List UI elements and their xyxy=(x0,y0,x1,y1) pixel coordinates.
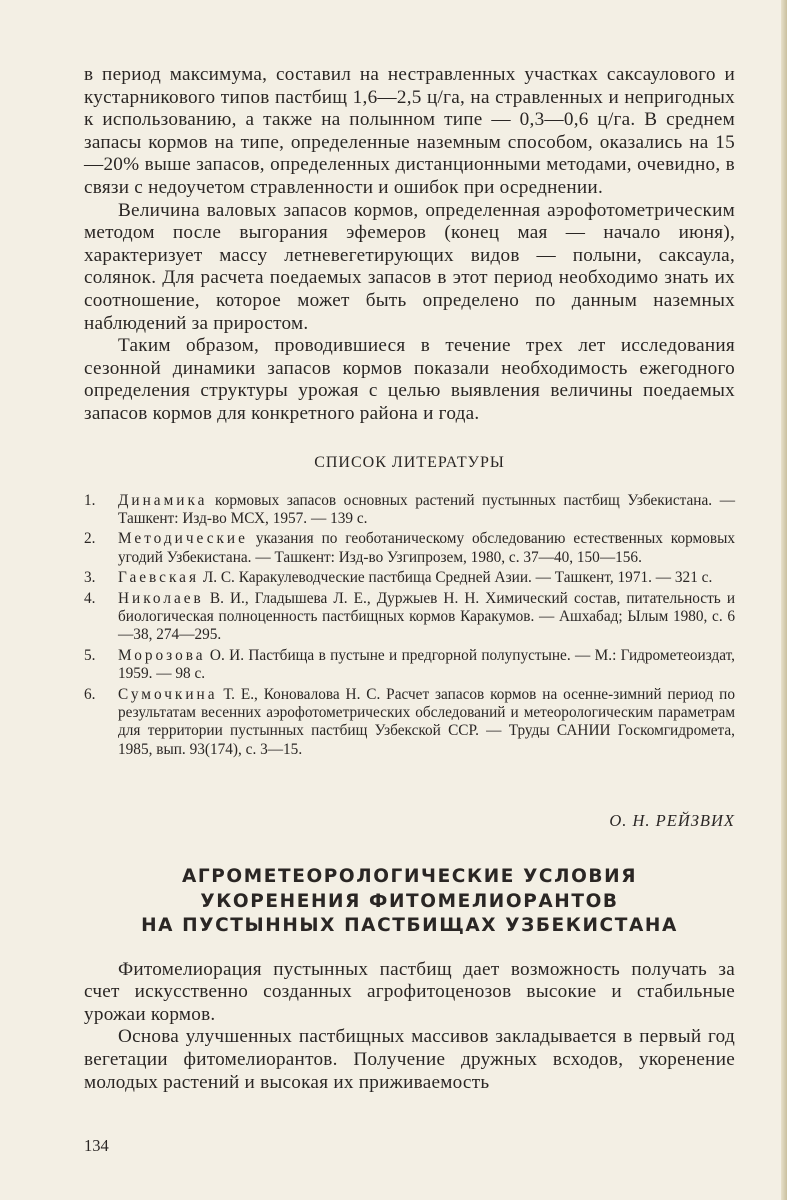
reference-text: Т. Е., Коновалова Н. С. Расчет запасов кормов на осенне-зимний период по результатам весенних аэрофотометрических обследований и метеорологическим параметрам для территории пустынных пастбищ Узбекской ССР. — Труды САНИИ Госкомгидромета, 1985, вып. 93(174), с. 3—15. xyxy=(118,685,735,758)
paragraph: Основа улучшенных пастбищных массивов закладывается в первый год вегетации фитомелиорантов. Получение дружных всходов, укоренение молодых растений и высокая их приживаемость xyxy=(84,1026,735,1093)
reference-item xyxy=(84,492,735,529)
reference-text: В. И., Гладышева Л. Е., Дуржыев Н. Н. Химический состав, питательность и биологическая полноценность пастбищных кормов Каракумов. — Ашхабад; Ылым 1980, с. 6—38, 274—295. xyxy=(118,589,735,644)
page-number: 134 xyxy=(84,1136,109,1155)
reference-number: 4. xyxy=(84,589,96,607)
references-list xyxy=(84,492,735,760)
reference-lead: Сумочкина xyxy=(118,685,218,703)
reference-number: 3. xyxy=(84,569,96,587)
article-title-line: АГРОМЕТЕОРОЛОГИЧЕСКИЕ УСЛОВИЯ xyxy=(181,866,638,888)
reference-text: О. И. Пастбища в пустыне и предгорной полупустыне. — М.: Гидрометеоиздат, 1959. — 98 с. xyxy=(118,646,735,683)
reference-number: 6. xyxy=(84,685,96,703)
paragraph: Таким образом, проводившиеся в течение трех лет исследования сезонной динамики запасов кормов показали необходимость ежегодного определения структуры урожая с целью выявления величины поедаемых запасов кормов для конкретного района и года. xyxy=(84,335,735,424)
reference-item xyxy=(84,686,735,760)
reference-text: Л. С. Каракулеводческие пастбища Средней Азии. — Ташкент, 1971. — 321 с. xyxy=(199,569,713,587)
reference-item xyxy=(84,530,735,567)
page-edge xyxy=(781,0,787,1200)
article-title xyxy=(84,865,735,939)
reference-lead: Николаев xyxy=(118,589,204,607)
reference-lead: Динамика xyxy=(118,491,208,509)
references-title: СПИСОК ЛИТЕРАТУРЫ xyxy=(314,453,505,471)
reference-text: кормовых запасов основных растений пустынных пастбищ Узбекистана. — Ташкент: Изд-во МСХ, 1957. — 139 с. xyxy=(118,491,735,527)
paragraph: в период максимума, составил на нестравленных участках саксаулового и кустарникового типов пастбищ 1,6—2,5 ц/га, на стравленных и непригодных к использованию, а также на полынном типе — 0,3—0,6 ц/га. В среднем запасы кормов на типе, определенные наземным способом, оказались на 15—20% выше запасов, определенных дистанционными методами, очевидно, в связи с недоучетом стравленности и ошибок при осреднении. xyxy=(84,64,735,198)
article-author: О. Н. РЕЙЗВИХ xyxy=(609,811,735,831)
reference-item xyxy=(84,590,735,645)
references xyxy=(84,454,735,760)
reference-lead: Морозова xyxy=(118,646,206,664)
article-title-line: УКОРЕНЕНИЯ ФИТОМЕЛИОРАНТОВ xyxy=(200,890,619,912)
reference-item xyxy=(84,647,735,684)
continued-text xyxy=(84,64,735,426)
article-title-line: НА ПУСТЫННЫХ ПАСТБИЩАХ УЗБЕКИСТАНА xyxy=(141,915,678,937)
reference-lead: Гаевская xyxy=(118,569,199,587)
reference-number: 5. xyxy=(84,646,96,664)
new-article xyxy=(84,811,735,1094)
reference-lead: Методические xyxy=(118,530,248,548)
paragraph: Фитомелиорация пустынных пастбищ дает возможность получать за счет искусственно созданных агрофитоценозов высокие и стабильные урожаи кормов. xyxy=(84,958,735,1025)
reference-number: 2. xyxy=(84,530,96,548)
reference-item xyxy=(84,569,735,587)
paragraph: Величина валовых запасов кормов, определенная аэрофотометрическим методом после выгорания эфемеров (конец мая — начало июня), характеризует массу летневегетирующих видов — полыни, саксаула, солянок. Для расчета поедаемых запасов в этот период необходимо знать их соотношение, которое может быть определено по данным наземных наблюдений за приростом. xyxy=(84,199,735,334)
reference-text: указания по геоботаническому обследованию естественных кормовых угодий Узбекистана. — Ташкент: Изд-во Узгипрозем, 1980, с. 37—40, 150—156. xyxy=(118,530,735,566)
reference-number: 1. xyxy=(84,491,96,509)
